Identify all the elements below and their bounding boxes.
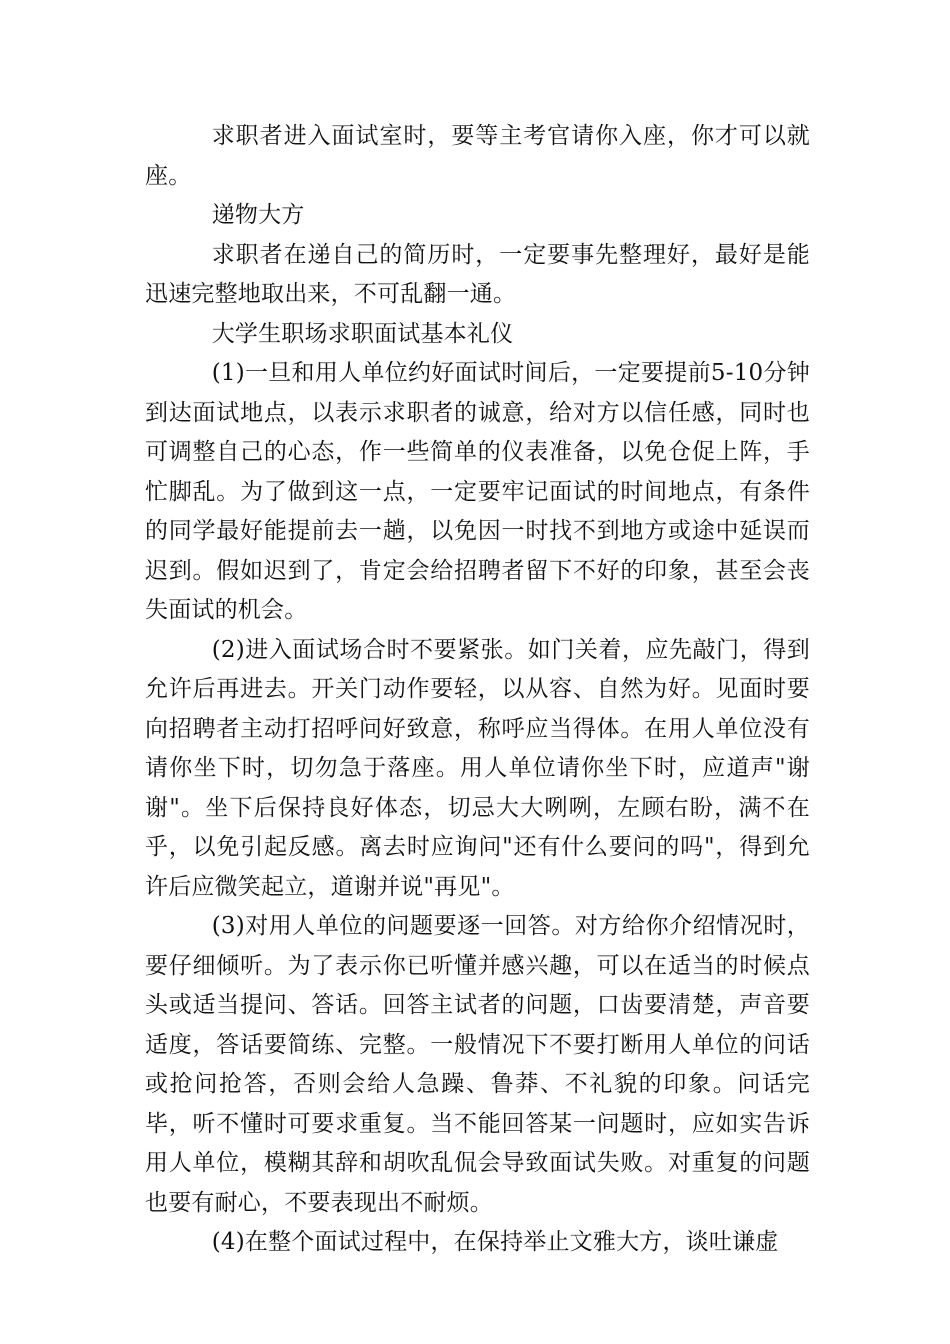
paragraph-item-3: (3)对用人单位的问题要逐一回答。对方给你介绍情况时，要仔细倾听。为了表示你已听懂并感兴趣，可以在适当的时候点头或适当提问、答话。回答主试者的问题，口齿要清楚，声音要适度，答话要简练、完整。一般情况下不要打断用人单位的问话或抢问抢答，否则会给人急躁、鲁莽、不礼貌的印象。问话完毕，听不懂时可要求重复。当不能回答某一问题时，应如实告诉用人单位，模糊其辞和胡吹乱侃会导致面试失败。对重复的问题也要有耐心，不要表现出不耐烦。 <box>145 913 810 1216</box>
paragraph-item-4: (4)在整个面试过程中，在保持举止文雅大方，谈吐谦虚 <box>211 1229 779 1255</box>
section-heading-interview-etiquette: 大学生职场求职面试基本礼仪 <box>211 320 514 347</box>
paragraph-item-2: (2)进入面试场合时不要紧张。如门关着，应先敲门，得到允许后再进去。开关门动作要轻，以从容、自然为好。见面时要向招聘者主动打招呼问好致意，称呼应当得体。在用人单位没有请你坐下时，切勿急于落座。用人单位请你坐下时，应道声"谢谢"。坐下后保持良好体态，切忌大大咧咧，左顾右盼，满不在乎，以免引起反感。离去时应询问"还有什么要问的吗"，得到允许后应微笑起立，道谢并说"再见"。 <box>145 636 810 900</box>
paragraph-2: 求职者在递自己的简历时，一定要事先整理好，最好是能迅速完整地取出来，不可乱翻一通。 <box>145 241 810 307</box>
paragraph-1: 求职者进入面试室时，要等主考官请你入座，你才可以就座。 <box>145 123 810 189</box>
paragraph-item-1: (1)一旦和用人单位约好面试时间后，一定要提前5-10分钟到达面试地点，以表示求职者的诚意，给对方以信任感，同时也可调整自己的心态，作一些简单的仪表准备，以免仓促上阵，手忙脚乱。为了做到这一点，一定要牢记面试的时间地点，有条件的同学最好能提前去一趟，以免因一时找不到地方或途中延误而迟到。假如迟到了，肯定会给招聘者留下不好的印象，甚至会丧失面试的机会。 <box>145 360 810 623</box>
document-body <box>145 117 810 1263</box>
section-heading-handing-items: 递物大方 <box>211 202 305 228</box>
